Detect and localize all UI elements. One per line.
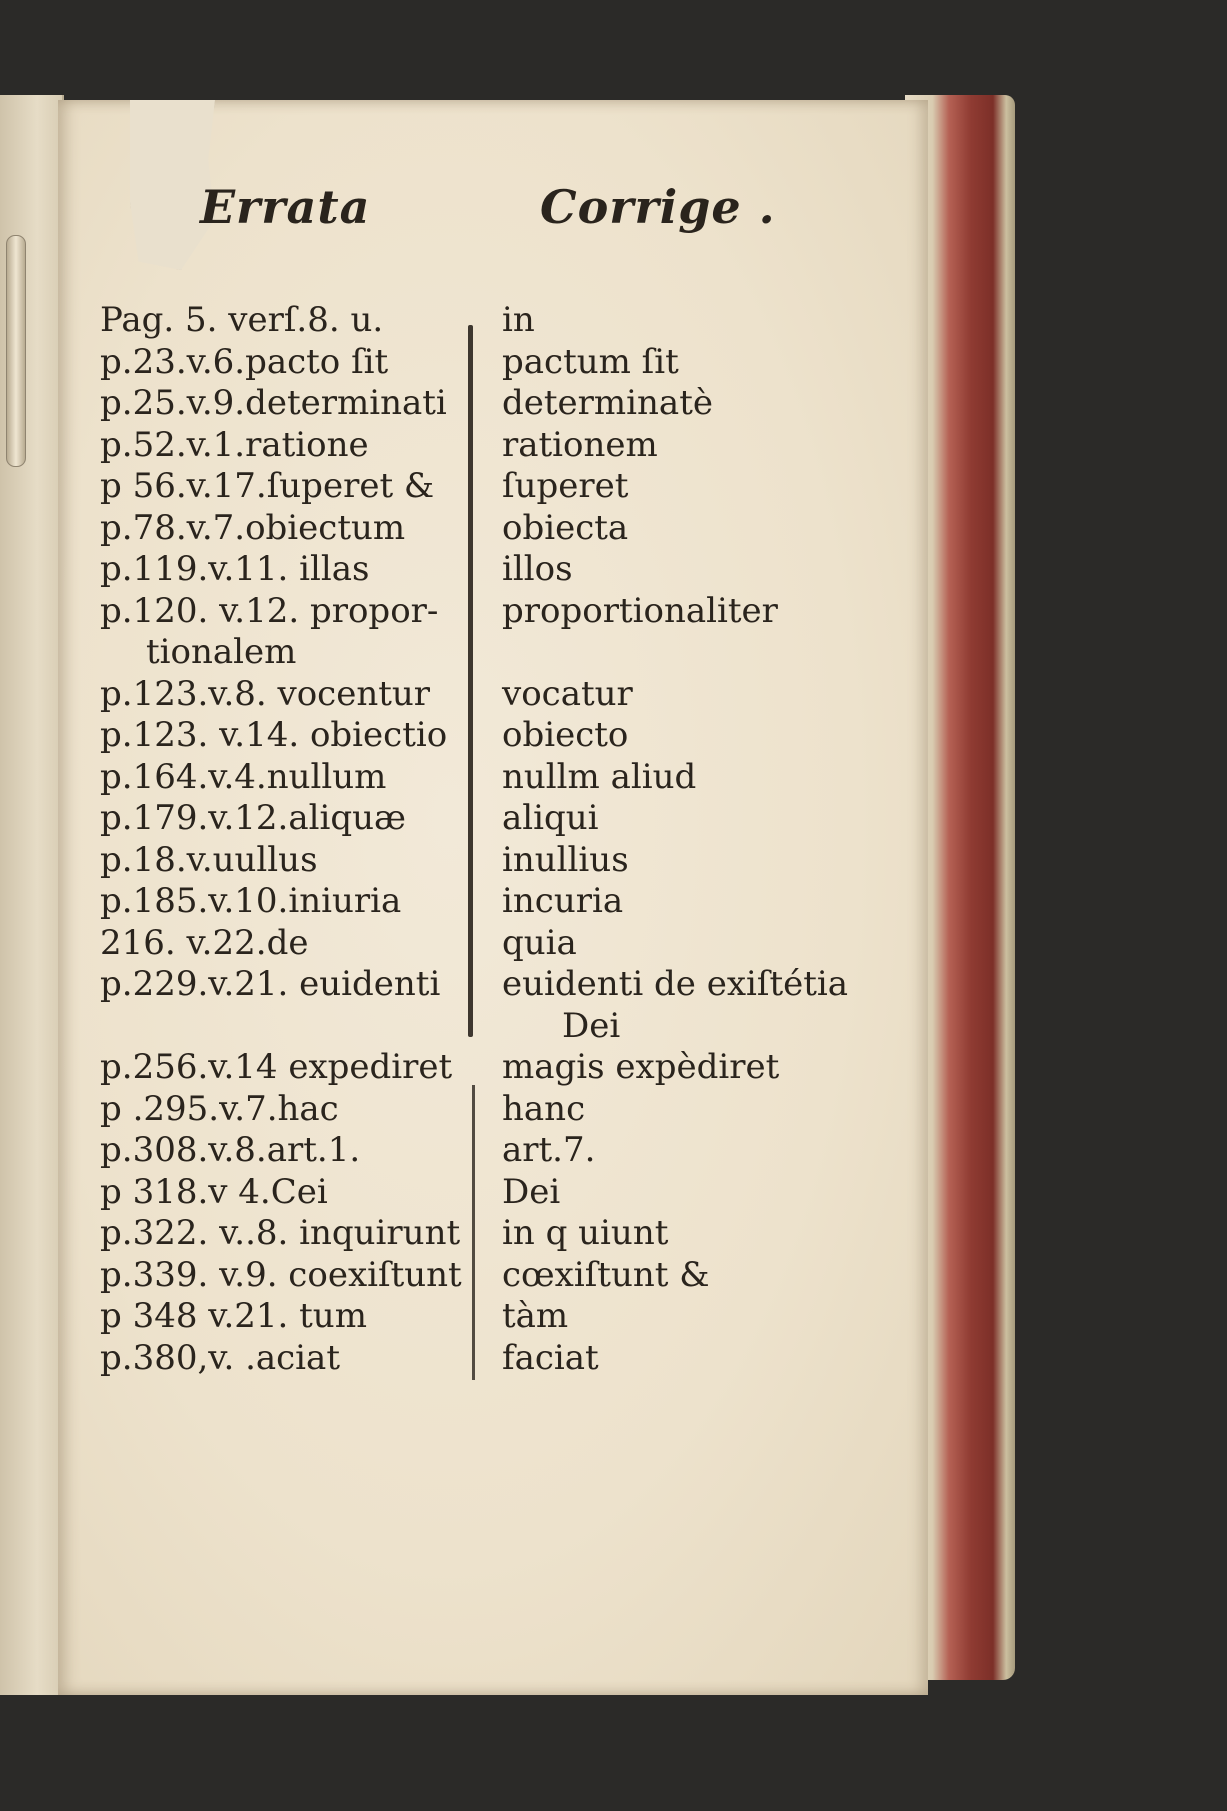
errata-row xyxy=(100,1047,860,1089)
errata-entry: Pag. 5. verſ.8. u. xyxy=(100,300,384,340)
corrige-entry: art.7. xyxy=(502,1130,596,1170)
errata-row xyxy=(100,881,860,923)
errata-row xyxy=(100,1338,860,1380)
corrige-entry: Dei xyxy=(502,1171,561,1212)
corrige-entry: pactum ſit xyxy=(502,341,679,382)
binding-thread-icon xyxy=(6,235,26,467)
errata-entry: p.322. v..8. inquirunt xyxy=(100,1213,461,1253)
errata-row xyxy=(100,840,860,882)
corrige-entry: ſuperet xyxy=(502,466,629,506)
errata-entry: p.229.v.21. euidenti xyxy=(100,964,441,1004)
corrige-entry: quia xyxy=(502,922,577,963)
corrige-entry: euidenti de exiſtétia Dei xyxy=(502,964,849,1046)
errata-entry: p 318.v 4.Cei xyxy=(100,1171,328,1212)
errata-entry: p 348 v.21. tum xyxy=(100,1296,367,1336)
errata-row xyxy=(100,508,860,550)
errata-entry: p.23.v.6.pacto ſit xyxy=(100,341,389,382)
errata-entry: p.25.v.9.determinati xyxy=(100,383,447,423)
errata-list xyxy=(100,300,860,1379)
errata-row xyxy=(100,342,860,384)
errata-entry: p.18.v.uullus xyxy=(100,839,318,880)
errata-entry: 216. v.22.de xyxy=(100,922,309,963)
errata-row xyxy=(100,923,860,965)
errata-row xyxy=(100,1130,860,1172)
errata-entry: p.78.v.7.obiectum xyxy=(100,507,406,548)
errata-entry: p.123.v.8. vocentur xyxy=(100,673,431,714)
corrige-entry: incuria xyxy=(502,881,624,921)
corrige-entry: nullm aliud xyxy=(502,756,697,797)
corrige-entry: cœxiſtunt & xyxy=(502,1254,710,1295)
corrige-entry: magis expèdiret xyxy=(502,1047,780,1087)
corrige-entry: proportionaliter xyxy=(502,590,778,631)
errata-entry: p.179.v.12.aliquæ xyxy=(100,798,406,838)
errata-entry: p.380,v. .aciat xyxy=(100,1337,340,1378)
errata-entry: p.120. v.12. propor- tionalem xyxy=(100,590,439,672)
corrige-heading: Corrige . xyxy=(540,180,776,234)
corrige-entry: tàm xyxy=(502,1296,569,1336)
errata-entry: p.52.v.1.ratione xyxy=(100,424,369,465)
corrige-entry: obiecta xyxy=(502,507,629,548)
errata-row xyxy=(100,798,860,840)
corrige-entry: obiecto xyxy=(502,715,629,755)
previous-page-edge xyxy=(0,95,64,1695)
errata-entry: p .295.v.7.hac xyxy=(100,1088,339,1129)
errata-entry: p 56.v.17.ſuperet & xyxy=(100,466,435,506)
corrige-entry: in q uiunt xyxy=(502,1213,669,1253)
errata-entry: p.308.v.8.art.1. xyxy=(100,1130,361,1170)
errata-row xyxy=(100,757,860,799)
corrige-entry: rationem xyxy=(502,424,658,465)
errata-row xyxy=(100,466,860,508)
errata-row xyxy=(100,674,860,716)
errata-entry: p.256.v.14 expediret xyxy=(100,1047,453,1087)
corrige-entry: vocatur xyxy=(502,673,633,714)
errata-entry: p.164.v.4.nullum xyxy=(100,756,387,797)
errata-row xyxy=(100,300,860,342)
corrige-entry: determinatè xyxy=(502,383,713,423)
errata-row xyxy=(100,549,860,591)
errata-entry: p.339. v.9. coexiſtunt xyxy=(100,1254,462,1295)
errata-heading: Errata xyxy=(200,180,371,234)
corrige-entry: illos xyxy=(502,549,573,589)
errata-row xyxy=(100,1089,860,1131)
errata-row xyxy=(100,1296,860,1338)
errata-entry: p.123. v.14. obiectio xyxy=(100,715,448,755)
errata-row xyxy=(100,383,860,425)
errata-entry: p.119.v.11. illas xyxy=(100,549,370,589)
errata-row xyxy=(100,1213,860,1255)
errata-row xyxy=(100,715,860,757)
errata-entry: p.185.v.10.iniuria xyxy=(100,881,402,921)
errata-row xyxy=(100,425,860,467)
corrige-entry: faciat xyxy=(502,1337,599,1378)
errata-row xyxy=(100,1172,860,1214)
corrige-entry: hanc xyxy=(502,1088,586,1129)
corrige-entry: inullius xyxy=(502,839,629,880)
corrige-entry: in xyxy=(502,300,535,340)
errata-row xyxy=(100,1255,860,1297)
corrige-entry: aliqui xyxy=(502,798,599,838)
errata-row xyxy=(100,964,860,1047)
errata-row xyxy=(100,591,860,674)
